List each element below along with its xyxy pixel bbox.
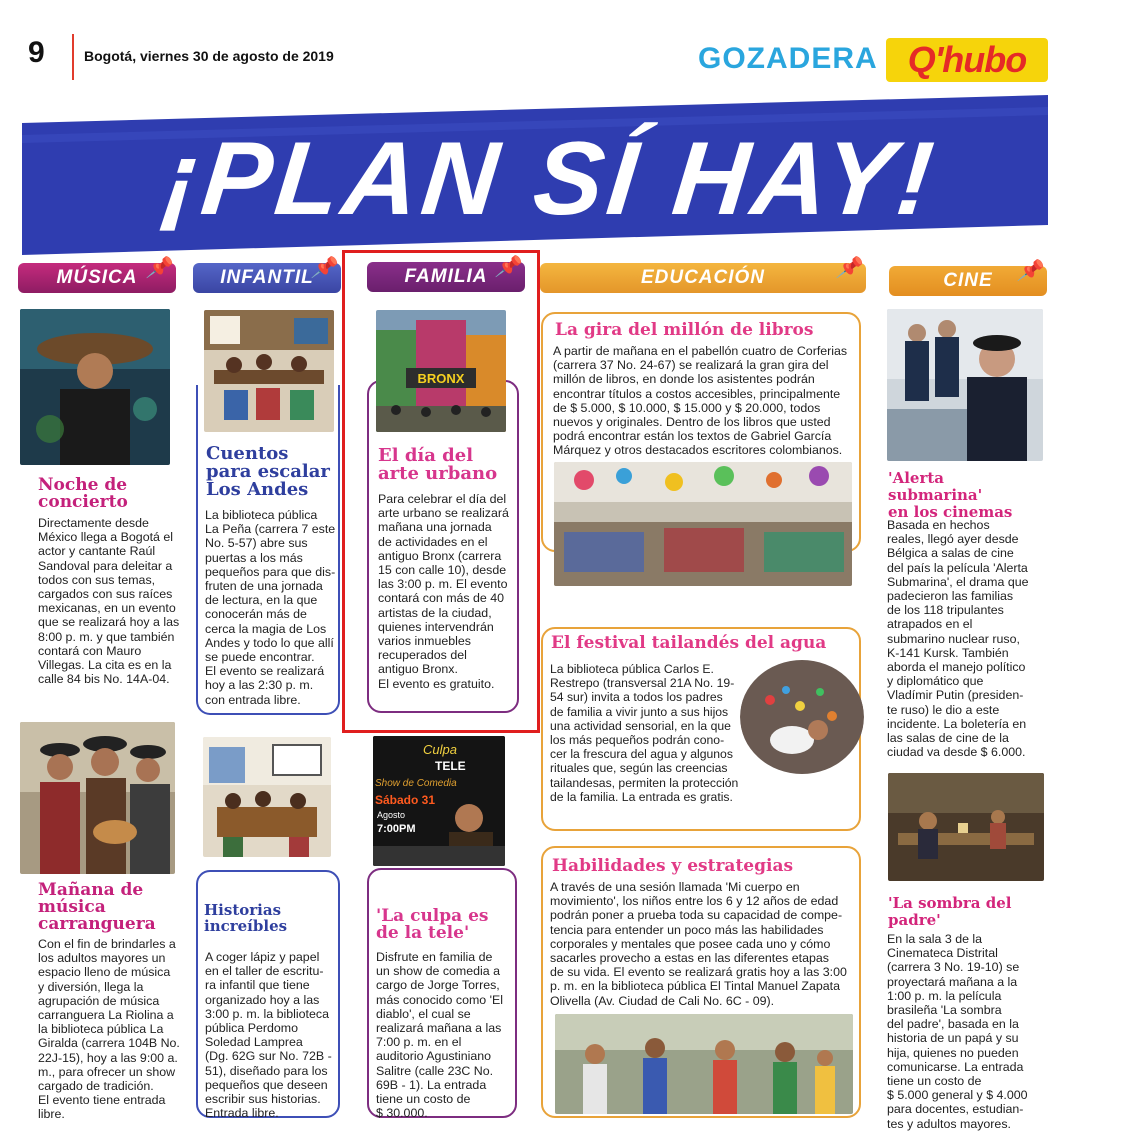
article-body: Directamente desde México llega a Bogotá el actor y cantante Raúl Sandoval para deleitar a todos con sus temas, cargados con sus raíces mexicanas, en un evento que se realizará hoy a las 8:00 p. m. y que también contará con Mauro Villegas. La cita es en la calle 84 bis No. 14A-04. [38, 516, 180, 687]
photo-mariachi-singer [20, 309, 170, 465]
article-headline: Noche de concierto [38, 475, 128, 512]
article-body: En la sala 3 de la Cinemateca Distrital (carrera 3 No. 19-10) se proyectará mañana a la 1:00 p. m. la película brasileña 'La sombra del padre', basada en la historia de un papá y su hija, quienes no pueden comunicarse. La entrada tiene un costo de $ 5.000 general y $ 4.000 para docentes, estudian- tes y adultos mayores. [887, 932, 1028, 1131]
category-tab-educacion [540, 257, 866, 293]
brand-logo: Q'hubo [886, 38, 1048, 82]
header-date: Bogotá, viernes 30 de agosto de 2019 [84, 48, 334, 64]
photo-water-festival [740, 660, 864, 774]
poster-time: 7:00PM [377, 823, 416, 835]
photo-carranguera-band [20, 722, 175, 874]
category-tab-infantil [193, 257, 341, 293]
article-headline: El festival tailandés del agua [551, 633, 827, 653]
article-body: La biblioteca pública La Peña (carrera 7 este No. 5-57) abre sus puertas a los más pequeños para que dis- fruten de una jornada de lectura, en la que conocerán más de cerca la magia de Los Andes y todo lo que allí se puede encontrar. El evento se realizará hoy a las 2:30 p. m. con entrada libre. [205, 508, 336, 707]
pushpin-icon: 📌 [836, 257, 862, 279]
article-headline: La gira del millón de libros [555, 320, 814, 340]
article-body: Basada en hechos reales, llegó ayer desde Bélgica a salas de cine del país la película 'Alerta Submarina', el drama que padecieron las familias de los 118 tripulantes atrapados en el submarino nuclear ruso, K-141 Kursk. También aborda el manejo político y diplomático que Vladímir Putin (presiden- te ruso) le dio a este incidente. La boletería en las salas de cine de la ciudad va desde $ 6.000. [887, 518, 1029, 760]
article-body: Para celebrar el día del arte urbano se realizará mañana una jornada de actividades en el antiguo Bronx (carrera 15 con calle 10), desde las 3:00 p. m. El evento contará con más de 40 artistas de la ciudad, quienes intervendrán varios inmuebles recuperados del antiguo Bronx. El evento es gratuito. [378, 492, 509, 691]
category-label: FAMILIA [404, 266, 488, 287]
photo-kids-activity [555, 1014, 853, 1114]
photo-book-fair [554, 462, 852, 586]
article-headline: El día del arte urbano [378, 445, 498, 484]
page-number: 9 [28, 36, 45, 69]
photo-writing-workshop [203, 737, 331, 857]
article-headline: 'La sombra del padre' [888, 894, 1012, 929]
poster-day: Sábado 31 [375, 793, 436, 807]
category-label: MÚSICA [56, 267, 138, 288]
article-headline: Habilidades y estrategias [552, 856, 794, 876]
article-body: Disfrute en familia de un show de comedia a cargo de Jorge Torres, más conocido como 'El diablo', el cual se realizará mañana a las 7:00 p. m. en el auditorio Agustiniano Salitre (calle 23C No. 69B - 1). La entrada tiene un costo de $ 30.000. [376, 950, 504, 1121]
category-label: INFANTIL [220, 267, 314, 288]
article-body: A través de una sesión llamada 'Mi cuerpo en movimiento', los niños entre los 6 y 12 años de edad podrán poner a prueba toda su capacidad de compe- tencia para entender un poco más las habilidades corporales y mentales que posee cada uno y cómo sacarles provecho a estas en las diferentes etapas de su vida. El evento se realizará gratis hoy a las 3:00 p. m. en la biblioteca pública El Tintal Manuel Zapata Olivella (Av. Ciudad de Cali No. 6C - 09). [550, 880, 847, 1008]
pushpin-icon: 📌 [495, 256, 521, 278]
pushpin-icon: 📌 [146, 257, 172, 279]
article-headline: Mañana de música carranguera [38, 880, 156, 934]
bronx-sign: BRONX [417, 371, 465, 386]
header-divider [72, 34, 74, 80]
article-body: A partir de mañana en el pabellón cuatro de Corferias (carrera 37 No. 24-67) se realizará la gran gira del millón de libros, en donde los asistentes podrán encontrar títulos a costos accesibles, principalmente de $ 5.000, $ 10.000, $ 15.000 y $ 20.000, todos nuevos y originales. Dentro de los libros que usted podrá encontrar están los textos de Gabriel García Márquez y otros destacados escritores colombianos. [553, 344, 848, 458]
article-headline: Cuentos para escalar Los Andes [206, 443, 330, 500]
article-body: Con el fin de brindarles a los adultos mayores un espacio lleno de música y diversión, llega la agrupación de música carranguera La Riolina a la biblioteca pública La Giralda (carrera 104B No. 22J-15), hoy a las 9:00 a. m., para ofrecer un show cargado de tradición. El evento tiene entrada libre. [38, 937, 180, 1122]
banner-title: ¡PLAN SÍ HAY! [157, 121, 943, 237]
article-body: A coger lápiz y papel en el taller de escritu- ra infantil que tiene organizado hoy a las 3:00 p. m. la biblioteca pública Perdomo Soledad Lamprea (Dg. 62G sur No. 72B - 51), diseñado para los pequeños que deseen escribir sus historias. Entrada libre. [205, 950, 332, 1121]
photo-father-daughter-film [888, 773, 1044, 881]
highlight-box [342, 250, 540, 733]
photo-submarine-film [887, 309, 1043, 461]
category-tab-musica [18, 257, 176, 293]
pushpin-icon: 📌 [1017, 260, 1043, 282]
poster-title: Culpa [423, 742, 457, 757]
photo-comedy-poster [373, 736, 505, 866]
poster-title: TELE [435, 759, 466, 773]
category-label: EDUCACIÓN [640, 267, 766, 288]
poster-month: Agosto [377, 810, 406, 820]
category-label: CINE [943, 270, 993, 291]
article-headline: 'La culpa es de la tele' [376, 906, 489, 943]
pushpin-icon: 📌 [311, 257, 337, 279]
article-headline: 'Alerta submarina' en los cinemas [888, 469, 1013, 521]
article-headline: Historias increíbles [204, 901, 288, 935]
article-body: La biblioteca pública Carlos E. Restrepo (transversal 21A No. 19- 54 sur) invita a todos los padres de familia a vivir junto a sus hijos una actividad sensorial, en la que los más pequeños podrán cono- cer la frescura del agua y algunos rituales que, según las creencias tailandesas, permiten la protección de la familia. La entrada es gratis. [550, 662, 739, 804]
section-title: GOZADERA [698, 42, 878, 75]
category-tab-cine [889, 260, 1047, 296]
poster-subtitle: Show de Comedia [375, 778, 457, 789]
photo-library-children [204, 310, 334, 432]
